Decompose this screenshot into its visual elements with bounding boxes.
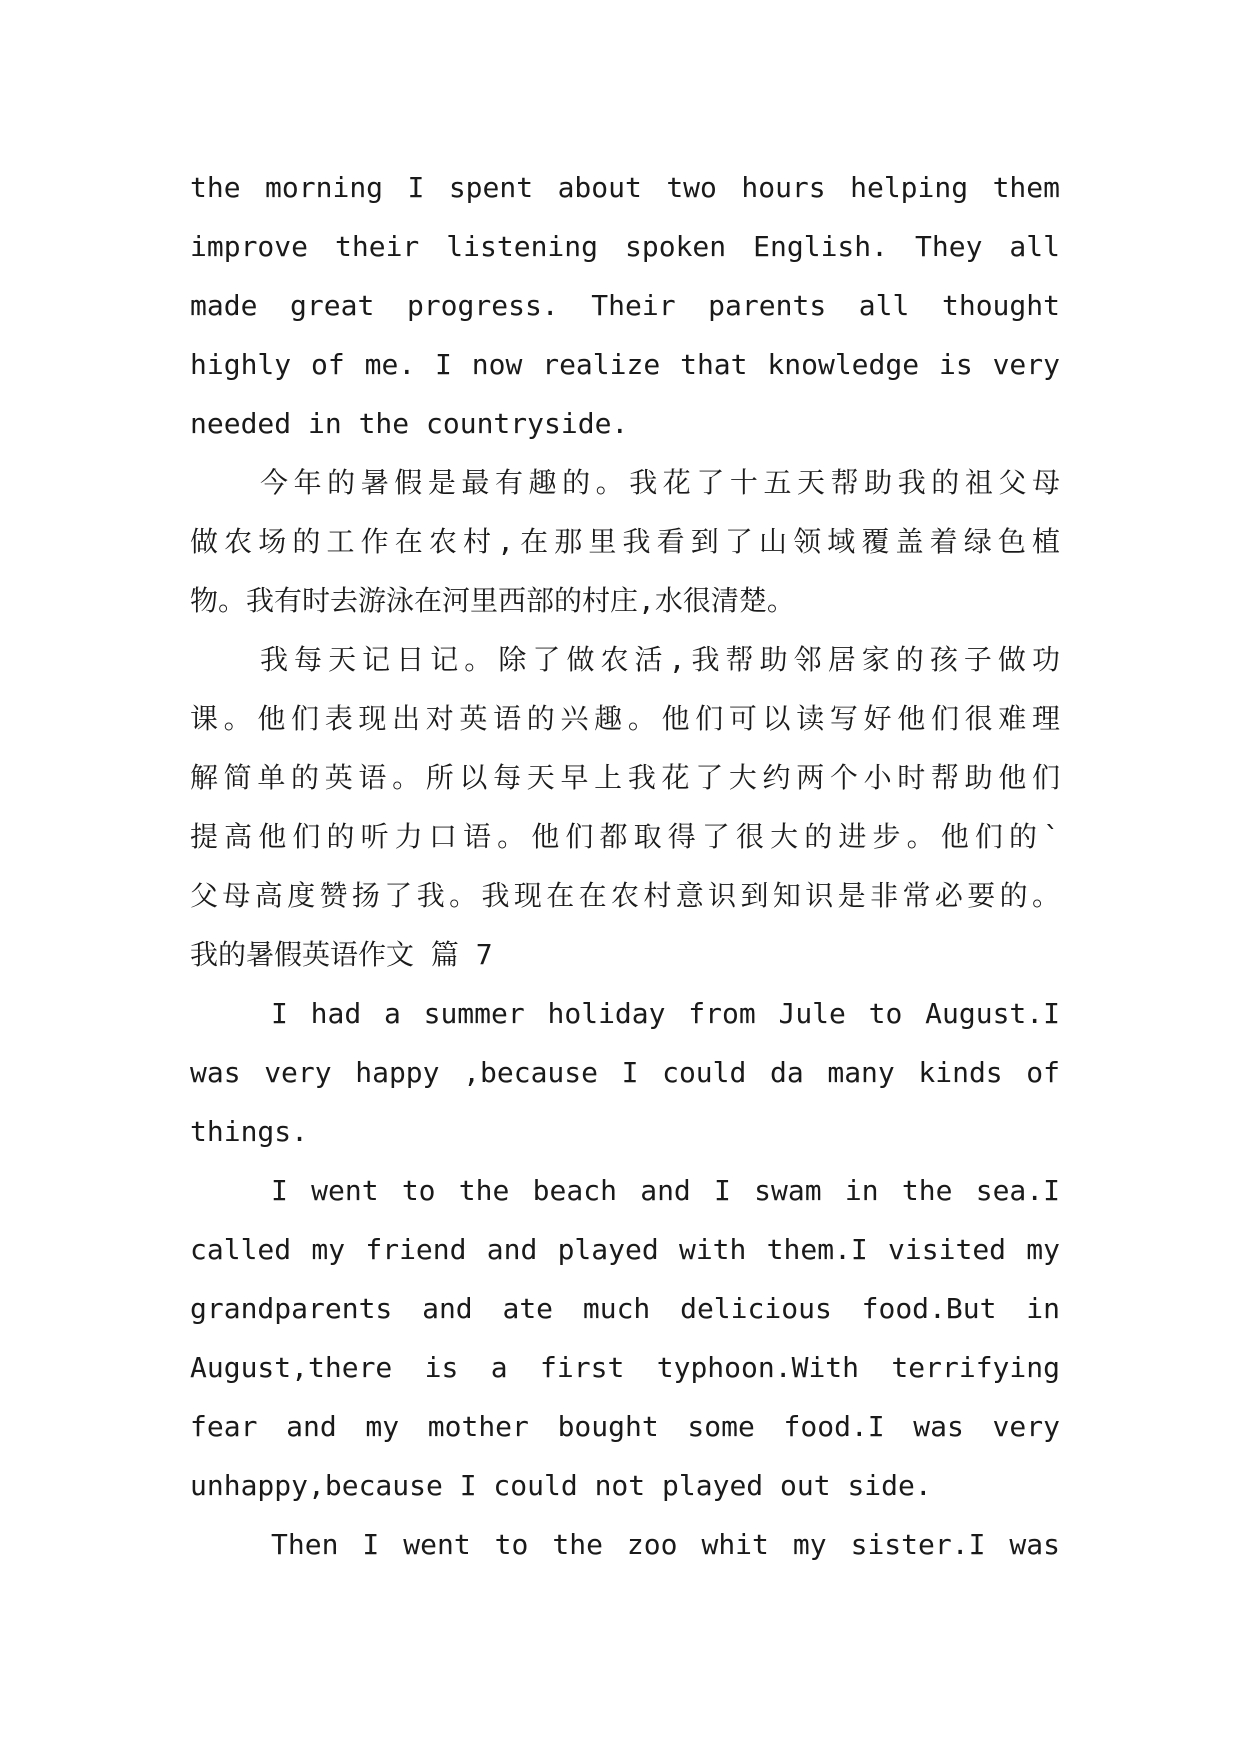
document-body xyxy=(190,158,1060,1574)
paragraph-line: I had a summer holiday from Jule to August.I xyxy=(271,997,1060,1030)
paragraph-line: Then I went to the zoo whit my sister.I was xyxy=(271,1528,1060,1561)
paragraph-line: 今年的暑假是最有趣的。我花了十五天帮助我的祖父母 xyxy=(260,466,1060,499)
paragraph-line: improve their listening spoken English. They all xyxy=(190,230,1060,263)
paragraph-line: unhappy,because I could not played out side. xyxy=(190,1469,932,1502)
section-heading: 我的暑假英语作文 篇 7 xyxy=(190,938,493,971)
paragraph-line: highly of me. I now realize that knowledge is very xyxy=(190,348,1060,381)
paragraph-line: the morning I spent about two hours helping them xyxy=(190,171,1060,204)
paragraph-line: 提高他们的听力口语。他们都取得了很大的进步。他们的` xyxy=(190,820,1060,853)
paragraph-line: made great progress. Their parents all thought xyxy=(190,289,1060,322)
paragraph-line: needed in the countryside. xyxy=(190,407,629,440)
paragraph-line: I went to the beach and I swam in the sea.I xyxy=(271,1174,1060,1207)
paragraph-line: things. xyxy=(190,1115,309,1148)
paragraph-line: 解简单的英语。所以每天早上我花了大约两个小时帮助他们 xyxy=(190,761,1060,794)
paragraph-line: fear and my mother bought some food.I was very xyxy=(190,1410,1060,1443)
paragraph-line: 物。我有时去游泳在河里西部的村庄,水很清楚。 xyxy=(190,584,795,617)
paragraph-line: 父母高度赞扬了我。我现在在农村意识到知识是非常必要的。 xyxy=(190,879,1060,912)
paragraph-line: 我每天记日记。除了做农活,我帮助邻居家的孩子做功 xyxy=(260,643,1060,676)
paragraph-line: August,there is a first typhoon.With terrifying xyxy=(190,1351,1060,1384)
paragraph-line: 做农场的工作在农村,在那里我看到了山领域覆盖着绿色植 xyxy=(190,525,1060,558)
paragraph-line: was very happy ,because I could da many kinds of xyxy=(190,1056,1060,1089)
paragraph-line: 课。他们表现出对英语的兴趣。他们可以读写好他们很难理 xyxy=(190,702,1060,735)
paragraph-line: grandparents and ate much delicious food.But in xyxy=(190,1292,1060,1325)
paragraph-line: called my friend and played with them.I visited my xyxy=(190,1233,1060,1266)
